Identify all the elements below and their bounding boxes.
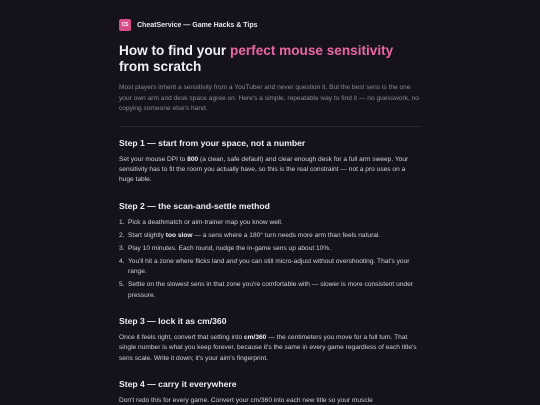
- list-item: [119, 218, 421, 228]
- list-item: [119, 280, 421, 301]
- step3-text-a: Once it feels right, convert that setting into: [119, 333, 244, 341]
- list-text-post: — a sens where a 180° turn needs more arm than feels natural.: [192, 231, 381, 239]
- list-item: [119, 257, 421, 278]
- article-container: [119, 0, 421, 405]
- list-item-number: 4.: [119, 257, 125, 265]
- site-brand[interactable]: CheatService — Game Hacks & Tips: [137, 21, 258, 29]
- site-header: [119, 19, 421, 31]
- list-item-text: Play 10 minutes. Each round, nudge the in-game sens up about 10%.: [128, 244, 332, 252]
- list-item-text: Settle on the slowest sens in that zone you're comfortable with — slower is more consistent under pressure.: [128, 281, 413, 299]
- step2-heading: Step 2 — the scan-and-settle method: [119, 200, 270, 211]
- list-item-number: 5.: [119, 281, 125, 289]
- article-lead: Most players inherit a sensitivity from a YouTuber and never question it. But the best sens is the one your own arm and desk space agree on. Here's a simple, repeatable way to find it — no guesswork, no copying someone else's hand.: [119, 84, 419, 112]
- step1-heading: Step 1 — start from your space, not a number: [119, 137, 306, 148]
- step1-dpi-value: 800: [187, 155, 199, 163]
- list-item-number: 2.: [119, 231, 125, 239]
- list-text-pre: Start slightly: [128, 231, 166, 239]
- title-prefix: How to find your: [119, 43, 231, 58]
- list-item-text: [128, 231, 380, 241]
- list-item: [119, 231, 421, 241]
- step1-text-a: Set your mouse DPI to: [119, 155, 188, 163]
- list-item-number: 1.: [119, 218, 125, 226]
- step3-unit: cm/360: [243, 333, 267, 341]
- list-text-post: you can still micro-adjust without overshooting. That's your range.: [128, 257, 410, 276]
- step4-paragraph: Don't redo this for every game. Convert your cm/360 into each new title so your muscle: [119, 397, 373, 405]
- step4-heading: Step 4 — carry it everywhere: [119, 379, 237, 390]
- step3-text-b: — the centimeters you move for a full turn. That single number is what you keep forever, because it's the same in every game regardless of each title's sens scale. Write it down; it's your aim's fingerprint.: [119, 333, 417, 362]
- title-highlight: perfect mouse sensitivity: [230, 43, 394, 58]
- list-item-text: [128, 257, 421, 278]
- step3-paragraph: [119, 333, 421, 364]
- list-item-text: Pick a deathmatch or aim-trainer map you know well.: [128, 218, 283, 226]
- step2-list: [119, 218, 421, 301]
- article-title: [119, 43, 421, 75]
- step3-heading: Step 3 — lock it as cm/360: [119, 315, 227, 326]
- site-logo[interactable]: CS: [119, 19, 131, 31]
- list-text-italic: and: [226, 257, 238, 265]
- step1-text-b: (a clean, safe default) and clear enough desk for a full arm sweep. Your sensitivity has to fit the room you actually have, so this is the real constraint — not a pro uses on a huge table.: [119, 155, 409, 184]
- list-text-pre: You'll hit a zone where flicks land: [128, 257, 227, 265]
- divider: [119, 126, 421, 127]
- list-item-number: 3.: [119, 244, 125, 252]
- step1-paragraph: [119, 155, 421, 186]
- list-text-bold: too slow: [165, 231, 193, 239]
- list-item: [119, 244, 421, 254]
- title-suffix: from scratch: [119, 59, 202, 74]
